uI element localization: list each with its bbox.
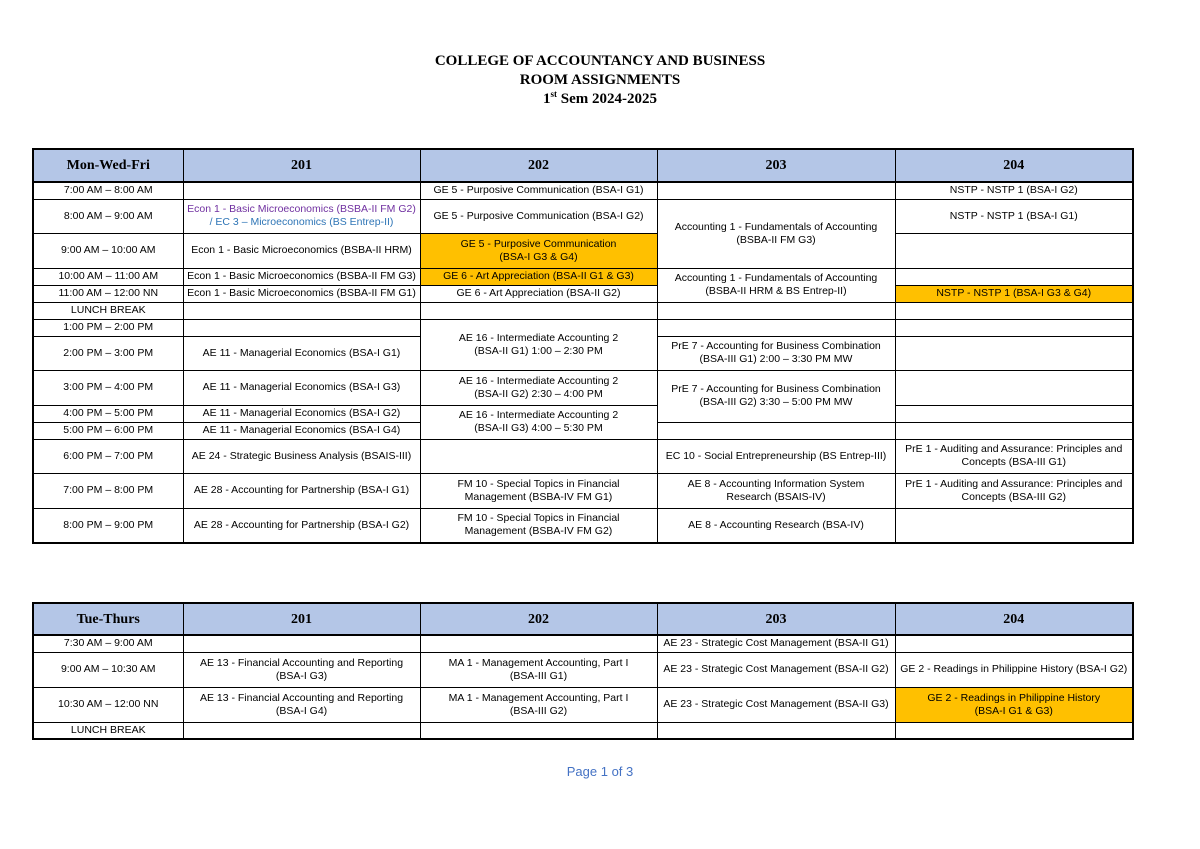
time-cell: 2:00 PM – 3:00 PM [33, 336, 183, 370]
highlighted-cell: GE 2 - Readings in Philippine History (BSA-I G1 & G3) [895, 687, 1133, 722]
schedule-cell: GE 6 - Art Appreciation (BSA-II G2) [420, 285, 657, 302]
time-cell: 11:00 AM – 12:00 NN [33, 285, 183, 302]
ec3-text: / EC 3 – Microeconomics (BS Entrep-II) [209, 216, 394, 228]
schedule-cell: AE 11 - Managerial Economics (BSA-I G3) [183, 370, 420, 405]
time-cell: 10:00 AM – 11:00 AM [33, 268, 183, 285]
time-cell: 3:00 PM – 4:00 PM [33, 370, 183, 405]
schedule-cell: AE 16 - Intermediate Accounting 2 (BSA-II G3) 4:00 – 5:30 PM [420, 405, 657, 439]
schedule-cell [657, 422, 895, 439]
table-row [33, 233, 1133, 268]
room-203-header: 203 [657, 603, 895, 635]
schedule-cell: PrE 1 - Auditing and Assurance: Principles and Concepts (BSA-III G1) [895, 439, 1133, 473]
schedule-cell: PrE 7 - Accounting for Business Combination (BSA-III G2) 3:30 – 5:00 PM MW [657, 370, 895, 422]
schedule-cell: Accounting 1 - Fundamentals of Accounting (BSBA-II HRM & BS Entrep-II) [657, 268, 895, 302]
page-number: Page 1 of 3 [566, 764, 634, 779]
schedule-cell: NSTP - NSTP 1 (BSA-I G2) [895, 182, 1133, 199]
time-cell: 8:00 AM – 9:00 AM [33, 199, 183, 233]
highlighted-cell: NSTP - NSTP 1 (BSA-I G3 & G4) [895, 285, 1133, 302]
schedule-cell [895, 319, 1133, 336]
day-header: Mon-Wed-Fri [33, 149, 183, 182]
table-row [33, 635, 1133, 652]
room-202-header: 202 [420, 149, 657, 182]
schedule-cell [895, 722, 1133, 739]
schedule-cell [420, 439, 657, 473]
schedule-cell [183, 635, 420, 652]
schedule-cell [895, 405, 1133, 422]
schedule-cell [895, 508, 1133, 543]
time-cell: 5:00 PM – 6:00 PM [33, 422, 183, 439]
time-cell: 6:00 PM – 7:00 PM [33, 439, 183, 473]
time-cell: 1:00 PM – 2:00 PM [33, 319, 183, 336]
time-cell: 9:00 AM – 10:00 AM [33, 233, 183, 268]
schedule-cell [895, 370, 1133, 405]
schedule-cell: AE 28 - Accounting for Partnership (BSA-I G1) [183, 473, 420, 508]
schedule-cell: AE 28 - Accounting for Partnership (BSA-I G2) [183, 508, 420, 543]
table-header-row [33, 603, 1133, 635]
table-row [33, 319, 1133, 336]
schedule-cell: FM 10 - Special Topics in Financial Management (BSBA-IV FM G2) [420, 508, 657, 543]
table-header-row [33, 149, 1133, 182]
table-row [33, 285, 1133, 302]
schedule-cell [183, 182, 420, 199]
room-assignments-title: ROOM ASSIGNMENTS [519, 72, 681, 88]
schedule-cell: Econ 1 - Basic Microeconomics (BSBA-II HRM) [183, 233, 420, 268]
schedule-cell: GE 2 - Readings in Philippine History (BSA-I G2) [895, 652, 1133, 687]
schedule-cell: AE 16 - Intermediate Accounting 2 (BSA-II G1) 1:00 – 2:30 PM [420, 319, 657, 370]
schedule-cell: AE 23 - Strategic Cost Management (BSA-II G1) [657, 635, 895, 652]
room-204-header: 204 [895, 149, 1133, 182]
schedule-cell [895, 635, 1133, 652]
schedule-cell [183, 302, 420, 319]
mwf-schedule-table [32, 148, 1134, 544]
table-row [33, 370, 1133, 405]
schedule-cell: FM 10 - Special Topics in Financial Management (BSBA-IV FM G1) [420, 473, 657, 508]
schedule-cell: MA 1 - Management Accounting, Part I (BSA-III G1) [420, 652, 657, 687]
time-cell: 8:00 PM – 9:00 PM [33, 508, 183, 543]
time-cell: 7:30 AM – 9:00 AM [33, 635, 183, 652]
schedule-cell [657, 182, 895, 199]
time-cell: 7:00 PM – 8:00 PM [33, 473, 183, 508]
schedule-cell [657, 302, 895, 319]
table-row [33, 439, 1133, 473]
table-row [33, 405, 1133, 422]
schedule-cell [420, 302, 657, 319]
room-201-header: 201 [183, 149, 420, 182]
table-row [33, 182, 1133, 199]
time-cell: 10:30 AM – 12:00 NN [33, 687, 183, 722]
table-row [33, 508, 1133, 543]
time-cell: 7:00 AM – 8:00 AM [33, 182, 183, 199]
schedule-cell [657, 319, 895, 336]
schedule-cell [895, 422, 1133, 439]
schedule-cell: Econ 1 - Basic Microeconomics (BSBA-II FM G1) [183, 285, 420, 302]
schedule-cell [420, 635, 657, 652]
room-203-header: 203 [657, 149, 895, 182]
schedule-cell: PrE 7 - Accounting for Business Combination (BSA-III G1) 2:00 – 3:30 PM MW [657, 336, 895, 370]
table-row [33, 722, 1133, 739]
table-row [33, 302, 1133, 319]
schedule-cell: Accounting 1 - Fundamentals of Accounting (BSBA-II FM G3) [657, 199, 895, 268]
schedule-cell: AE 13 - Financial Accounting and Reporting (BSA-I G3) [183, 652, 420, 687]
schedule-cell: AE 11 - Managerial Economics (BSA-I G1) [183, 336, 420, 370]
schedule-cell: AE 16 - Intermediate Accounting 2 (BSA-II G2) 2:30 – 4:00 PM [420, 370, 657, 405]
college-title: COLLEGE OF ACCOUNTANCY AND BUSINESS [434, 53, 766, 69]
schedule-cell: PrE 1 - Auditing and Assurance: Principles and Concepts (BSA-III G2) [895, 473, 1133, 508]
tth-schedule-table [32, 602, 1134, 740]
table-row [33, 199, 1133, 233]
time-cell: LUNCH BREAK [33, 302, 183, 319]
table-row [33, 687, 1133, 722]
semester-title: 1st Sem 2024-2025 [543, 89, 657, 107]
table-row [33, 473, 1133, 508]
time-cell: 4:00 PM – 5:00 PM [33, 405, 183, 422]
schedule-cell: AE 11 - Managerial Economics (BSA-I G2) [183, 405, 420, 422]
schedule-cell: GE 5 - Purposive Communication (BSA-I G2) [420, 199, 657, 233]
schedule-cell: GE 5 - Purposive Communication (BSA-I G1) [420, 182, 657, 199]
econ-text: Econ 1 - Basic Microeconomics (BSBA-II FM G2) [187, 203, 416, 215]
schedule-cell [183, 722, 420, 739]
schedule-cell [420, 722, 657, 739]
schedule-cell [895, 302, 1133, 319]
highlighted-cell: GE 5 - Purposive Communication (BSA-I G3 & G4) [420, 233, 657, 268]
schedule-cell: AE 13 - Financial Accounting and Reporting (BSA-I G4) [183, 687, 420, 722]
time-cell: LUNCH BREAK [33, 722, 183, 739]
schedule-cell: Econ 1 - Basic Microeconomics (BSBA-II FM G3) [183, 268, 420, 285]
schedule-cell: AE 24 - Strategic Business Analysis (BSAIS-III) [183, 439, 420, 473]
schedule-cell: NSTP - NSTP 1 (BSA-I G1) [895, 199, 1133, 233]
schedule-cell: AE 23 - Strategic Cost Management (BSA-II G2) [657, 652, 895, 687]
schedule-cell: MA 1 - Management Accounting, Part I (BSA-III G2) [420, 687, 657, 722]
room-201-header: 201 [183, 603, 420, 635]
highlighted-cell: GE 6 - Art Appreciation (BSA-II G1 & G3) [420, 268, 657, 285]
document-header [0, 52, 1200, 109]
schedule-cell [183, 319, 420, 336]
schedule-cell: AE 23 - Strategic Cost Management (BSA-II G3) [657, 687, 895, 722]
schedule-cell [895, 268, 1133, 285]
day-header: Tue-Thurs [33, 603, 183, 635]
schedule-cell: AE 11 - Managerial Economics (BSA-I G4) [183, 422, 420, 439]
room-204-header: 204 [895, 603, 1133, 635]
table-row [33, 268, 1133, 285]
schedule-cell: EC 10 - Social Entrepreneurship (BS Entrep-III) [657, 439, 895, 473]
room-202-header: 202 [420, 603, 657, 635]
schedule-cell [895, 233, 1133, 268]
time-cell: 9:00 AM – 10:30 AM [33, 652, 183, 687]
schedule-cell [657, 722, 895, 739]
schedule-cell: AE 8 - Accounting Information System Research (BSAIS-IV) [657, 473, 895, 508]
schedule-cell [183, 199, 420, 233]
schedule-cell: AE 8 - Accounting Research (BSA-IV) [657, 508, 895, 543]
schedule-cell [895, 336, 1133, 370]
table-row [33, 652, 1133, 687]
